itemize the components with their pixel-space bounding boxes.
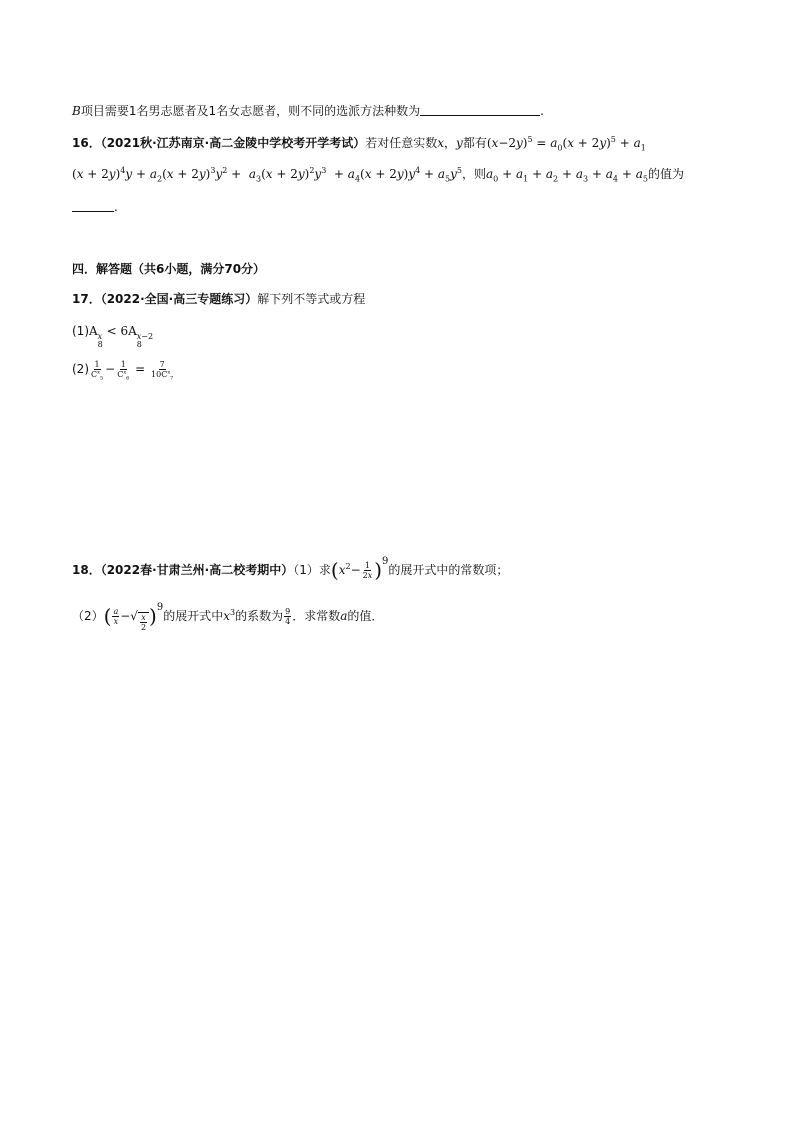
part-label: （1）求 [293, 563, 331, 577]
answer-blank [420, 103, 540, 116]
part-label: （2） [72, 609, 104, 623]
x-cubed: $x^3$ [223, 608, 236, 623]
variable-y: y [456, 136, 463, 150]
q18-part2-text-d: 的值． [347, 609, 384, 623]
q16-text-d: 的值为 [647, 167, 684, 181]
question-18-line-2 [72, 602, 384, 632]
q15-end: . [540, 104, 544, 118]
question-17-line-1 [72, 290, 365, 308]
question-number: 18． [72, 563, 101, 577]
question-source: （2022·全国·高三专题练习） [100, 292, 258, 306]
variable-x: x [437, 136, 445, 150]
q16-text-c: ，则 [462, 167, 487, 181]
question-16-line-2 [72, 165, 684, 183]
question-16-line-3 [72, 198, 118, 216]
question-source: （2021秋·江苏南京·高二金陵中学校考开学考试） [100, 136, 366, 150]
variable-a: a [340, 609, 348, 623]
q18-part1-text: 的展开式中的常数项； [388, 563, 509, 577]
comma: ， [444, 136, 457, 150]
expansion-rhs: $(x + 2y)^4y + a_2(x + 2y)^3y^2 + a_3(x + 2y)^2y^3 + a_4(x + 2y)y^4 + a_5y^5$ [72, 166, 462, 184]
q18-part2-text-b: 的系数为 [235, 609, 284, 623]
question-15-tail [72, 102, 544, 120]
question-17-part-1 [72, 322, 153, 349]
combination-equation: $\frac{1}{C^x_5}$ − $\frac{1}{C^x_6}$ = $\frac{7}{10C^x_7}$ [91, 360, 174, 382]
coefficient-sum: $a_0 + a_1 + a_2 + a_3 + a_4 + a_5$ [486, 167, 648, 184]
question-17-part-2 [72, 360, 175, 382]
question-18-line-1 [72, 556, 509, 582]
q15-text: 项目需要1名男志愿者及1名女志愿者，则不同的选派方法种数为 [80, 104, 421, 118]
answer-blank [72, 199, 114, 212]
q16-end: . [114, 200, 118, 214]
q16-text-a: 若对任意实数 [365, 136, 438, 150]
binomial-expression-2: ( $\frac{a}{x}$ −√ $\frac{x}{2}$ )$^9$ [103, 602, 164, 632]
variable-b: B [72, 104, 81, 118]
q18-part2-text-c: ．求常数 [292, 609, 341, 623]
inequality: A x 8 < 6A x−2 8 [89, 324, 154, 349]
question-16-line-1 [72, 134, 646, 152]
question-number: 16． [72, 136, 101, 150]
q18-part2-text-a: 的展开式中 [163, 609, 224, 623]
expansion-lhs: $(x-2y)^5 = a_0(x + 2y)^5 + a_1$ [486, 135, 646, 153]
section-title: 四．解答题（共6小题，满分70分） [72, 262, 266, 276]
part-label: (1) [72, 324, 89, 338]
q16-text-b: 都有 [462, 136, 487, 150]
question-source: （2022春·甘肃兰州·高二校考期中） [100, 563, 294, 577]
part-label: (2) [72, 362, 89, 376]
question-number: 17． [72, 292, 101, 306]
binomial-expression-1: ($x^2-$ $\frac{1}{2x}$ )$^9$ [330, 556, 389, 582]
q17-text: 解下列不等式或方程 [257, 292, 366, 306]
coefficient-fraction: $\frac{9}{4}$ [285, 607, 291, 626]
